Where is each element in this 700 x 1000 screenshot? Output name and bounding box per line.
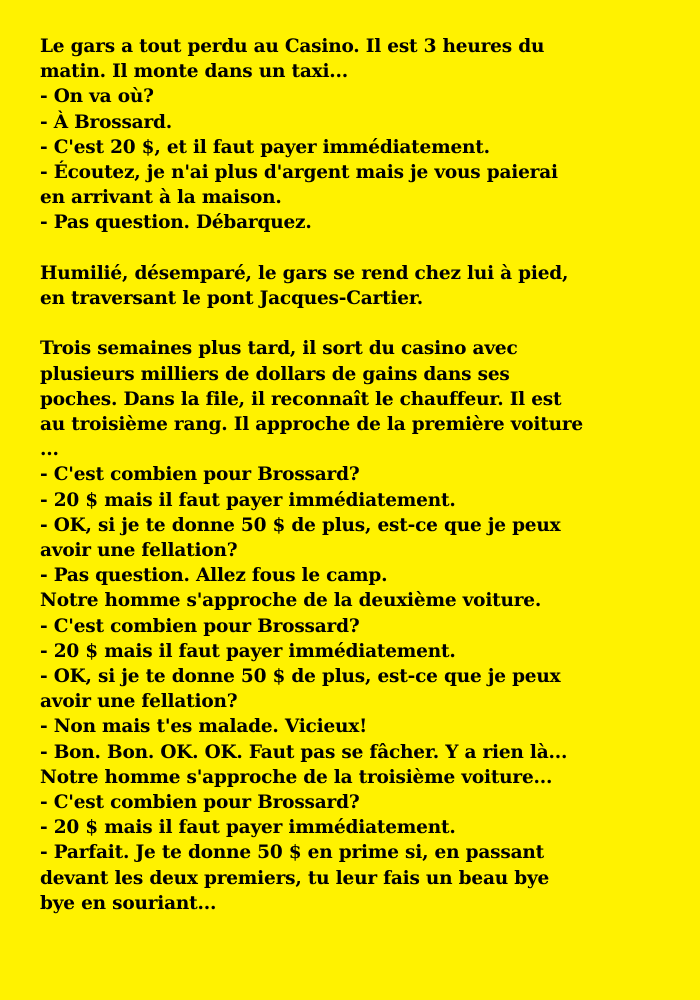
- text-line: avoir une fellation?: [40, 540, 238, 562]
- text-line: - C'est combien pour Brossard?: [40, 792, 360, 814]
- text-line: Humilié, désemparé, le gars se rend chez lui à pied,: [40, 262, 569, 284]
- text-line: - 20 $ mais il faut payer immédiatement.: [40, 640, 456, 662]
- text-line: - Écoutez, je n'ai plus d'argent mais je vous paierai: [40, 162, 558, 184]
- text-line: en traversant le pont Jacques-Cartier.: [40, 288, 423, 310]
- paragraph-gap: [40, 236, 665, 261]
- text-line: - On va où?: [40, 86, 154, 108]
- text-line: - OK, si je te donne 50 $ de plus, est-ce que je peux: [40, 514, 561, 536]
- text-line: - 20 $ mais il faut payer immédiatement.: [40, 817, 456, 839]
- text-line: devant les deux premiers, tu leur fais un beau bye: [40, 867, 550, 889]
- text-line: Trois semaines plus tard, il sort du casino avec: [40, 338, 518, 360]
- text-line: - OK, si je te donne 50 $ de plus, est-ce que je peux: [40, 666, 561, 688]
- text-line: - 20 $ mais il faut payer immédiatement.: [40, 489, 456, 511]
- text-line: au troisième rang. Il approche de la première voiture: [40, 414, 583, 436]
- text-line: - C'est 20 $, et il faut payer immédiatement.: [40, 136, 490, 158]
- text-line: en arrivant à la maison.: [40, 187, 282, 209]
- text-line: ...: [40, 439, 59, 461]
- text-line: avoir une fellation?: [40, 691, 238, 713]
- text-line: Notre homme s'approche de la troisième voiture...: [40, 766, 553, 788]
- paragraph: [40, 261, 665, 311]
- text-line: bye en souriant...: [40, 892, 217, 914]
- paragraph: [40, 336, 665, 916]
- text-line: poches. Dans la file, il reconnaît le chauffeur. Il est: [40, 388, 562, 410]
- text-line: - Non mais t'es malade. Vicieux!: [40, 716, 368, 738]
- text-line: Notre homme s'approche de la deuxième voiture.: [40, 590, 542, 612]
- text-line: - Pas question. Allez fous le camp.: [40, 565, 388, 587]
- text-line: - C'est combien pour Brossard?: [40, 615, 360, 637]
- text-line: - À Brossard.: [40, 111, 172, 133]
- joke-text: [40, 34, 665, 916]
- paragraph: [40, 34, 665, 236]
- text-line: matin. Il monte dans un taxi...: [40, 61, 348, 83]
- text-line: - Parfait. Je te donne 50 $ en prime si, en passant: [40, 842, 544, 864]
- paragraph-gap: [40, 311, 665, 336]
- text-line: Le gars a tout perdu au Casino. Il est 3 heures du: [40, 36, 545, 57]
- text-line: - Pas question. Débarquez.: [40, 212, 312, 234]
- text-line: - Bon. Bon. OK. OK. Faut pas se fâcher. Y a rien là...: [40, 741, 568, 763]
- text-line: - C'est combien pour Brossard?: [40, 464, 360, 486]
- text-line: plusieurs milliers de dollars de gains dans ses: [40, 363, 510, 385]
